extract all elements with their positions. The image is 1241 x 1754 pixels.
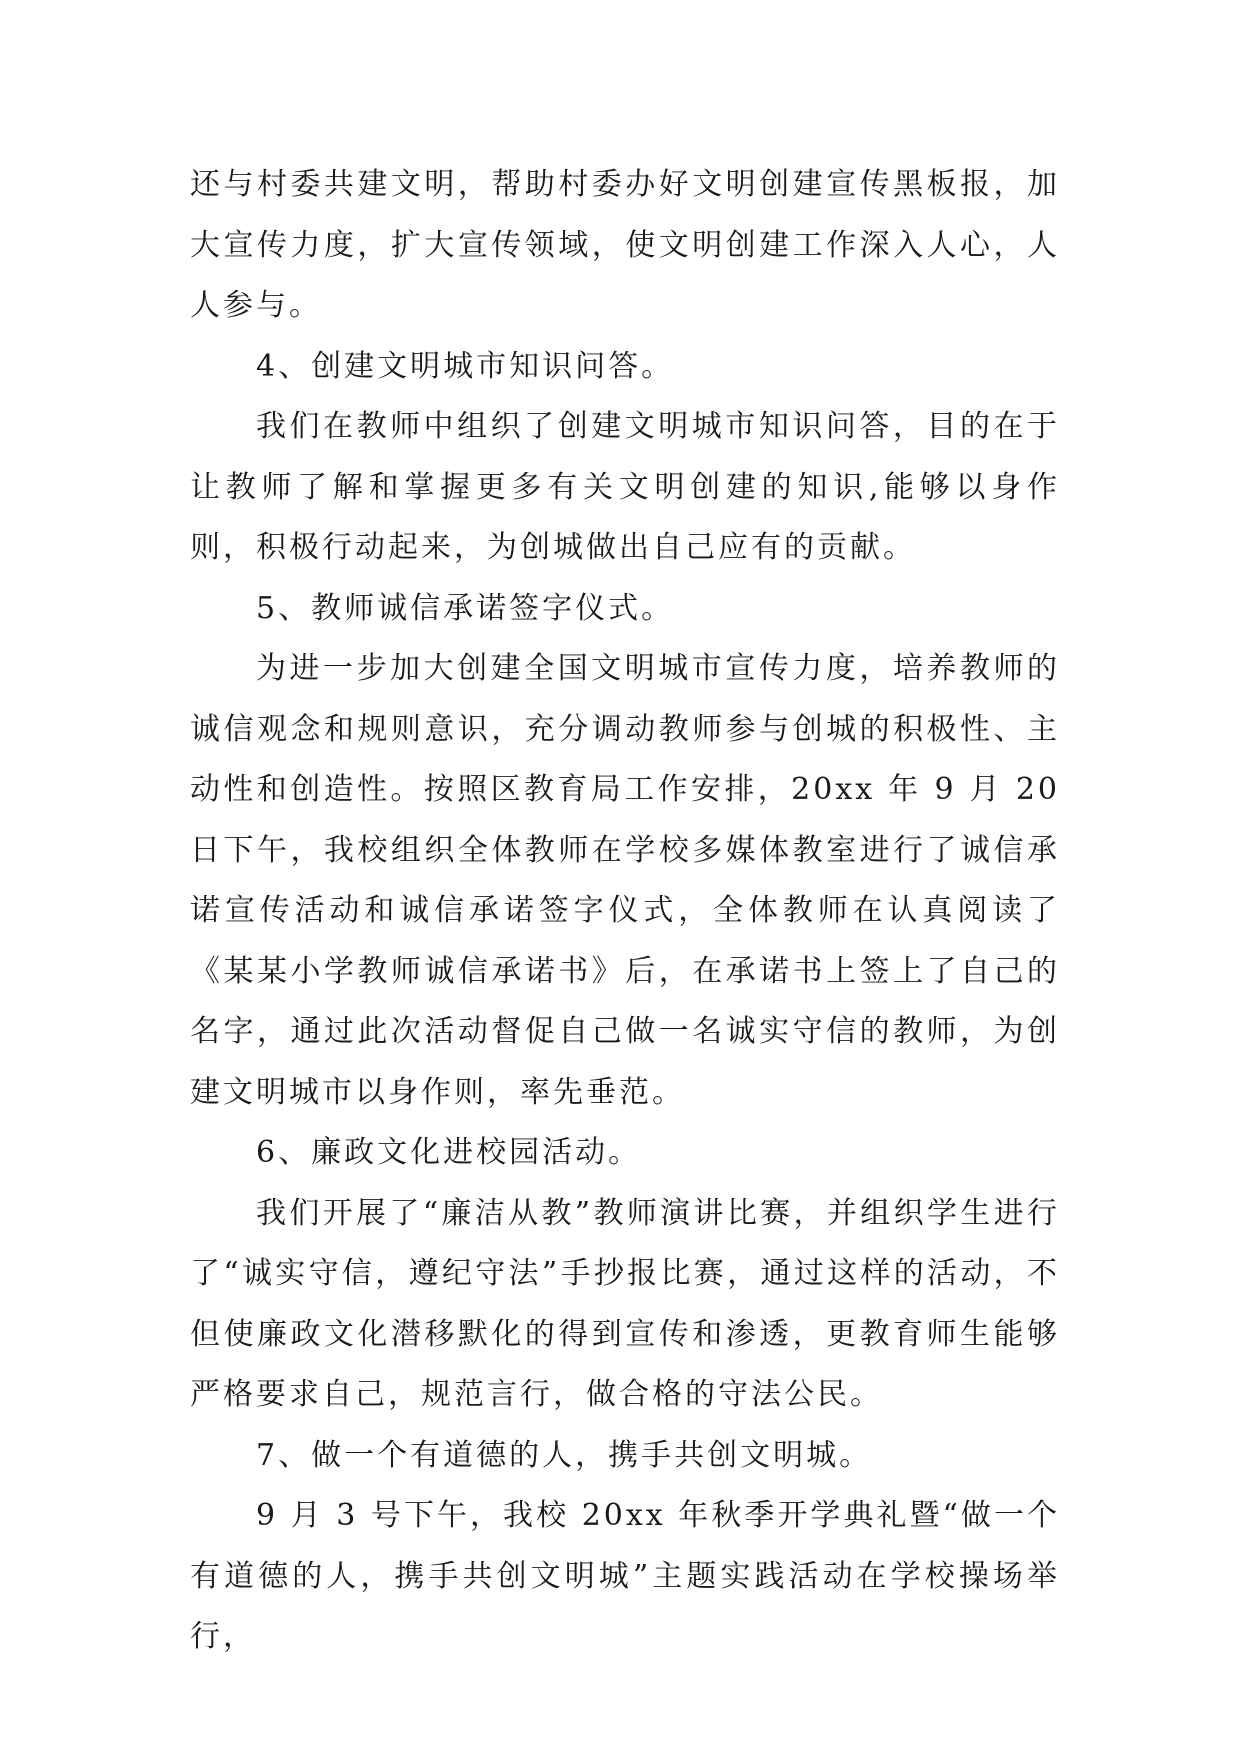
paragraph-item-6: 我们开展了“廉洁从教”教师演讲比赛，并组织学生进行了“诚实守信，遵纪守法”手抄报比赛，通过这样的活动，不但使廉政文化潜移默化的得到宣传和渗透，更教育师生能够严格要求自己，规范言行，做合格的守法公民。 xyxy=(190,1195,1060,1412)
paragraph-continuation: 还与村委共建文明，帮助村委办好文明创建宣传黑板报，加大宣传力度，扩大宣传领域，使文明创建工作深入人心，人人参与。 xyxy=(190,167,1060,323)
heading-item-5: 5、教师诚信承诺签字仪式。 xyxy=(256,590,675,626)
heading-item-6: 6、廉政文化进校园活动。 xyxy=(256,1135,642,1170)
paragraph-item-7: 9 月 3 号下午，我校 20xx 年秋季开学典礼暨“做一个有道德的人，携手共创文明城”主题实践活动在学校操场举行， xyxy=(190,1498,1060,1654)
paragraph-item-4: 我们在教师中组织了创建文明城市知识问答，目的在于让教师了解和掌握更多有关文明创建的知识,能够以身作则，积极行动起来，为创城做出自己应有的贡献。 xyxy=(190,409,1060,565)
document-page xyxy=(190,155,1060,1668)
paragraph-item-5: 为进一步加大创建全国文明城市宣传力度，培养教师的诚信观念和规则意识，充分调动教师参与创城的积极性、主动性和创造性。按照区教育局工作安排，20xx 年 9 月 20 日下午，我校组织全体教师在学校多媒体教室进行了诚信承诺宣传活动和诚信承诺签字仪式，全体教师在认真阅读了《某某小学教师诚信承诺书》后，在承诺书上签上了自己的名字，通过此次活动督促自己做一名诚实守信的教师，为创建文明城市以身作则，率先垂范。 xyxy=(190,651,1060,1110)
heading-item-7: 7、做一个有道德的人，携手共创文明城。 xyxy=(256,1437,873,1473)
heading-item-4: 4、创建文明城市知识问答。 xyxy=(256,348,675,384)
